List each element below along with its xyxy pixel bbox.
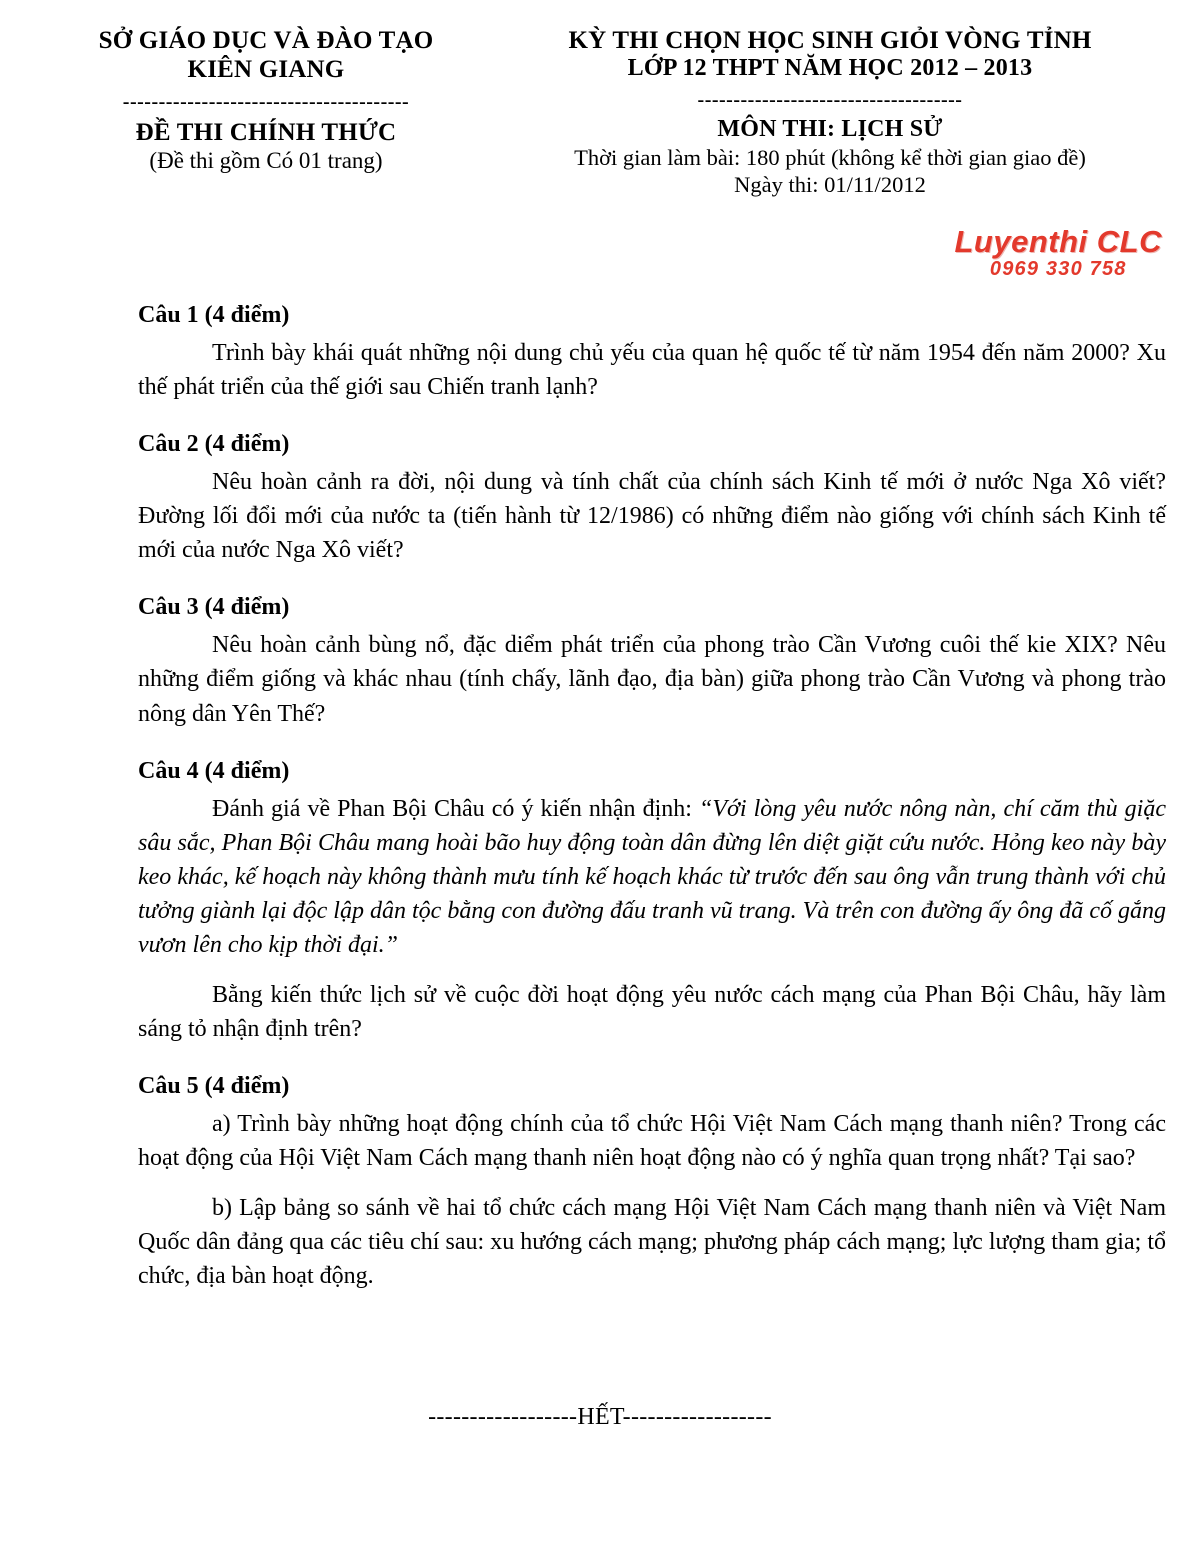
block-spacer [138,746,1166,756]
question-block-4 [138,756,1166,1047]
logo-brand-text: Luyenthi CLC [954,224,1162,259]
question-block-2 [138,429,1166,567]
paragraph-spacer [138,1177,1166,1191]
logo-phone-number: 0969 330 758 [989,258,1127,280]
question-1-heading: Câu 1 (4 điểm) [138,302,290,328]
question-block-1 [138,300,1166,404]
paragraph-spacer [138,964,1166,978]
question-4-heading: Câu 4 (4 điểm) [138,757,290,784]
question-1-paragraph: Trình bày khái quát những nội dung chủ yếu của quan hệ quốc tế từ năm 1954 đến năm 2000? Xu thế phát triển của thế giới sau Chiến tranh lạnh? [138,340,1166,401]
question-4-quote-paragraph [138,792,1166,962]
exam-title-line1: KỲ THI CHỌN HỌC SINH GIỎI VÒNG TỈNH [568,27,1092,54]
exam-type-label: ĐỀ THI CHÍNH THỨC [135,119,397,146]
subject-label: MÔN THI: LỊCH SỬ [717,115,943,142]
question-4-quotation: “Với lòng yêu nước nông nàn, chí căm thù giặc sâu sắc, Phan Bội Châu mang hoài bão huy động toàn dân đừng lên diệt giặt cứu nước. Hỏng keo này bày keo khác, kế hoạch này không thành mưu tính kế hoạch khác từ trước đến sau ông vẫn trung thành với chủ tưởng giành lại độc lập dân tộc bằng con đường đấu tranh vũ trang. Và trên con đường ấy ông đã cố gắng vươn lên cho kịp thời đại.” [138,795,1166,958]
question-5-heading: Câu 5 (4 điểm) [138,1073,290,1100]
question-2-paragraph: Nêu hoàn cảnh ra đời, nội dung và tính chất của chính sách Kinh tế mới ở nước Nga Xô viết? Đường lối đổi mới của nước ta (tiến hành từ 12/1986) có những điểm nào giống với chính sách Kinh tế mới của nước Nga Xô viết? [138,469,1166,564]
block-spacer [138,419,1166,429]
page-count-note: (Đề thi gồm Có 01 trang) [149,148,383,173]
question-2-heading: Câu 2 (4 điểm) [138,431,290,458]
block-spacer [138,582,1166,592]
exam-date: Ngày thi: 01/11/2012 [734,172,926,198]
question-4-intro-text: Đánh giá về Phan Bội Châu có ý kiến nhận định: [212,795,700,822]
header-left-block [30,26,490,175]
question-block-5 [138,1071,1166,1293]
question-block-3 [138,592,1166,730]
department-name-line2: KIÊN GIANG [187,56,345,83]
luyenthi-clc-logo [955,226,1163,279]
exam-questions-body [138,300,1166,1309]
document-footer [0,1404,1200,1431]
document-header [0,0,1200,199]
exam-duration: Thời gian làm bài: 180 phút (không kể thời gian giao đề) [574,144,1086,170]
question-3-heading: Câu 3 (4 điểm) [138,594,290,621]
question-3-paragraph: Nêu hoàn cảnh bùng nổ, đặc diểm phát triển của phong trào Cần Vương cuôi thế kie XIX? Nêu những điểm giống và khác nhau (tính chấy, lãnh đạo, địa bàn) giữa phong trào Cần Vương và phong trào nông dân Yên Thế? [138,632,1166,727]
header-left-divider: ---------------------------------------- [122,92,410,112]
header-right-divider: ------------------------------------- [697,89,963,110]
block-spacer [138,1061,1166,1071]
question-4-paragraph: Bằng kiến thức lịch sử về cuộc đời hoạt động yêu nước cách mạng của Phan Bội Châu, hãy làm sáng tỏ nhận định trên? [138,982,1166,1043]
exam-title-line2: LỚP 12 THPT NĂM HỌC 2012 – 2013 [627,55,1033,81]
question-5-paragraph-a: a) Trình bày những hoạt động chính của tổ chức Hội Việt Nam Cách mạng thanh niên? Trong các hoạt động của Hội Việt Nam Cách mạng thanh niên hoạt động nào có ý nghĩa quan trọng nhất? Tại sao? [138,1111,1166,1172]
question-5-paragraph-b: b) Lập bảng so sánh về hai tổ chức cách mạng Hội Việt Nam Cách mạng thanh niên và Việt Nam Quốc dân đảng qua các tiêu chí sau: xu hướng cách mạng; phương pháp cách mạng; lực lượng tham gia; tổ chức, địa bàn hoạt động. [138,1195,1166,1290]
end-of-exam-marker: ------------------HẾT------------------ [428,1404,772,1430]
department-name-line1: SỞ GIÁO DỤC VÀ ĐÀO TẠO [98,27,434,54]
header-right-block [490,26,1170,199]
